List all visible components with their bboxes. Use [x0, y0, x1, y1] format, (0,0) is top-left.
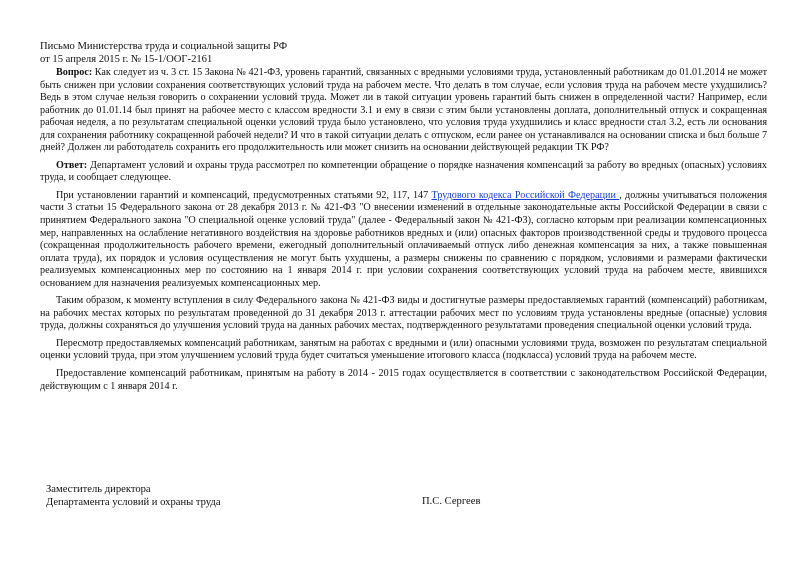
guarantees-text-after: , должны учитываться положения части 3 статьи 15 Федерального закона от 28 декабря 2013 г. № 421-ФЗ "О внесении изменений в отдельные законодательные акты Российской Федерации в связи с принятием Федерального закона "О специальной оценке условий труда" (далее - Федеральный закон № 421-ФЗ), согласно которым при реализации компенсационных мер, направленных на ослабление негативного воздействия на здоровье работников вредных и (или) опасных факторов производственной среды и трудового процесса (сокращенная продолжительность рабочего времени, ежегодный дополнительный оплачиваемый отпуск либо денежная компенсация за них, а также повышенная оплата труда), их порядок и условия осуществления не могут быть ухудшены, а размеры снижены по сравнению с порядком, условиями и размерами фактически реализуемых компенсационных мер по состоянию на 1 января 2014 г. при условии сохранения соответствующих условий труда на рабочем месте, явившихся основанием для назначения реализуемых компенсационных мер.	[40, 189, 767, 289]
guarantees-paragraph	[40, 190, 767, 290]
answer-paragraph	[40, 160, 767, 185]
signature-position-line2: Департамента условий и охраны труда	[46, 497, 221, 508]
signature-position	[46, 483, 221, 509]
question-label: Вопрос:	[56, 67, 93, 78]
question-paragraph	[40, 67, 767, 155]
document-body	[40, 67, 767, 398]
labor-code-link[interactable]: Трудового кодекса Российской Федерации	[431, 189, 620, 201]
signature-name: П.С. Сергеев	[422, 496, 481, 507]
answer-text: Департамент условий и охраны труда рассмотрел по компетенции обращение о порядке назначения компенсаций за работу во вредных (опасных) условиях труда, и сообщает следующее.	[40, 159, 767, 184]
document-header	[40, 40, 287, 66]
provision-paragraph: Предоставление компенсаций работникам, принятым на работу в 2014 - 2015 годах осуществляется в соответствии с законодательством Российской Федерации, действующим с 1 января 2014 г.	[40, 368, 767, 392]
question-text: Как следует из ч. 3 ст. 15 Закона № 421-ФЗ, уровень гарантий, связанных с вредными условиями труда, установленный работникам до 01.01.2014 не может быть снижен при условии сохранения соответствующих условий труда на рабочем месте. Что делать в том случае, если условия труда на рабочем месте ухудшились? Ведь в этом случае нельзя говорить о сохранении условий труда. Может ли в такой ситуации уровень гарантий быть снижен в определенной части? Например, если работник до 01.01.14 был принят на рабочее место с классом вредности 3.1 и ему в связи с этим были установлены доплата, дополнительный отпуск и сокращенная рабочая неделя, а по результатам специальной оценки условий труда было установлено, что условия труда ухудшились и класс вредности стал 3.2, есть ли основания для сохранения работнику сокращенной рабочей недели? И что в такой ситуации делать с отпуском, если ранее он устанавливался на основании списка и был больше 7 дней? Должен ли работодатель сохранить его продолжительность или может снизить на основании действующей редакции ТК РФ?	[40, 67, 768, 154]
conclusion-paragraph: Таким образом, к моменту вступления в силу Федерального закона № 421-ФЗ виды и достигнутые размеры предоставляемых гарантий (компенсаций) работникам, на рабочих местах которых по результатам проведенной до 31 декабря 2013 г. аттестации рабочих мест по условиям труда установлены вредные (опасные) условия труда, должны сохраняться до улучшения условий труда на данных рабочих местах, подтвержденного результатами проведения специальной оценки условий труда.	[40, 295, 767, 332]
signature-position-line1: Заместитель директора	[46, 484, 151, 495]
header-title: Письмо Министерства труда и социальной защиты РФ	[40, 41, 288, 52]
header-reference: от 15 апреля 2015 г. № 15-1/ООГ-2161	[40, 54, 213, 65]
answer-label: Ответ:	[56, 159, 88, 171]
revision-paragraph: Пересмотр предоставляемых компенсаций работникам, занятым на работах с вредными и (или) опасными условиями труда, возможен по результатам специальной оценки условий труда, при этом улучшением условий труда будет считаться уменьшение итогового класса (подкласса) условий труда на рабочем месте.	[40, 337, 767, 362]
guarantees-text-before: При установлении гарантий и компенсаций, предусмотренных статьями 92, 117, 147	[56, 189, 432, 201]
